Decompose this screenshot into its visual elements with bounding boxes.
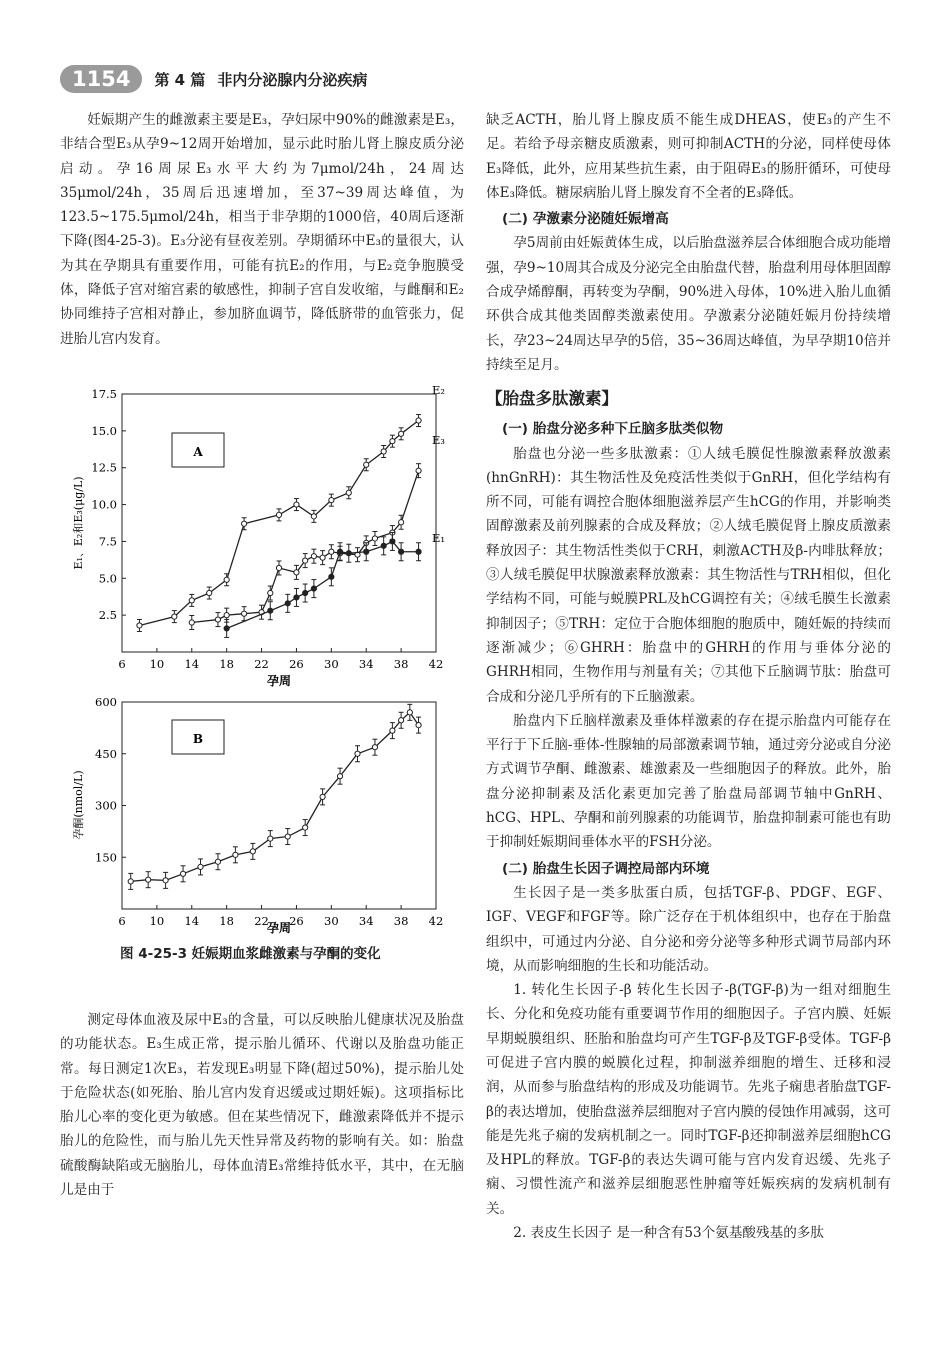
data-point <box>189 620 194 625</box>
x-tick-label: 42 <box>428 657 444 671</box>
data-point <box>146 877 151 882</box>
data-point <box>407 710 412 715</box>
data-point <box>242 521 247 526</box>
y-tick-label: 17.5 <box>91 387 117 401</box>
panel-a-label: A <box>193 445 203 459</box>
data-point <box>372 536 377 541</box>
y-tick-label: 12.5 <box>91 460 117 475</box>
data-point <box>215 617 220 622</box>
series-label: E₁ <box>432 531 446 545</box>
part-title: 非内分泌腺内分泌疾病 <box>217 70 368 89</box>
x-tick-label: 14 <box>184 914 200 928</box>
y-tick-label: 5.0 <box>98 571 117 586</box>
data-point <box>337 549 342 554</box>
paragraph: 胎盘内下丘脑样激素及垂体样激素的存在提示胎盘内可能存在平行于下丘脑-垂体-性腺轴的局部激素调节轴，通过旁分泌或自分泌方式调节孕酮、雌激素、雄激素及一些细胞因子的释放。此外，胎盘分泌抑制素及活化素更加完善了胎盘局部调节轴中GnRH、hCG、HPL、孕酮和前列腺素的功能调节，胎盘抑制素可能也有助于抑制妊娠期间垂体水平的FSH分泌。 <box>486 712 891 851</box>
x-tick-label: 22 <box>254 914 269 928</box>
data-point <box>250 849 255 854</box>
page-header <box>60 62 367 96</box>
data-point <box>294 502 299 507</box>
data-point <box>399 718 404 723</box>
data-point <box>311 514 316 519</box>
chart-panel-a <box>72 383 445 688</box>
data-point <box>172 614 177 619</box>
subheading-progesterone: (二) 孕激素分泌随妊娠增高 <box>502 211 669 228</box>
data-point <box>329 549 334 554</box>
section-heading-peptide-hormones: 【胎盘多肽激素】 <box>486 389 618 409</box>
x-tick-label: 6 <box>118 657 126 671</box>
panel-a-x-label: 孕周 <box>266 674 292 688</box>
data-point <box>303 825 308 830</box>
x-tick-label: 30 <box>324 657 339 671</box>
paragraph-continued: 缺乏ACTH，胎儿肾上腺皮质不能生成DHEAS，使E₃的产生不足。若给予母亲糖皮质激素，则可抑制ACTH的分泌，同样使母体E₃降低，此外，应用某些抗生素，由于阻碍E₃的肠肝循环，可使母体E₃降低。糖尿病胎儿肾上腺发育不全者的E₃降低。 <box>486 112 891 201</box>
subheading-hypothalamic-analogs: (一) 胎盘分泌多种下丘脑多肽类似物 <box>502 421 724 438</box>
data-point <box>311 586 316 591</box>
data-point <box>355 751 360 756</box>
y-tick-label: 15.0 <box>91 423 117 438</box>
x-tick-label: 30 <box>324 914 339 928</box>
panel-b-label: B <box>192 732 204 746</box>
paragraph: 妊娠期产生的雌激素主要是E₃，孕妇尿中90%的雌激素是E₃，非结合型E₃从孕9~12周开始增加，显示此时胎儿肾上腺皮质分泌启动。孕16周尿E₃水平大约为7μmol/24h，24周达35μmol/24h，35周后迅速增加，至37~39周达峰值，为123.5~175.5μmol/24h，相当于非孕期的1000倍，40周后逐渐下降(图4-25-3)。E₃分泌有昼夜差别。孕期循环中E₃的量很大，认为其在孕期具有重要作用，可能有抗E₂的作用，与E₂竞争胞膜受体，降低子宫对缩宫素的敏感性，抑制子宫自发收缩，与雌酮和E₂协同维持子宫相对静止，参加脐血调节，降低脐带的血管张力，促进胎儿宫内发育。 <box>60 112 464 347</box>
data-point <box>399 520 404 525</box>
data-point <box>128 879 133 884</box>
data-point <box>276 565 281 570</box>
data-point <box>224 626 229 631</box>
data-point <box>320 794 325 799</box>
data-point <box>276 512 281 517</box>
data-point <box>320 555 325 560</box>
page-number: 1154 <box>60 65 142 93</box>
data-point <box>294 595 299 600</box>
data-point <box>268 590 273 595</box>
figure-4-25-3 <box>60 370 470 935</box>
data-point <box>390 439 395 444</box>
data-point <box>285 601 290 606</box>
data-point <box>346 490 351 495</box>
data-point <box>399 431 404 436</box>
paragraph: 2. 表皮生长因子 是一种含有53个氨基酸残基的多肽 <box>513 1225 824 1242</box>
data-point <box>233 852 238 857</box>
paragraph: 生长因子是一类多肽蛋白质，包括TGF-β、PDGF、EGF、IGF、VEGF和FGF等。除广泛存在于机体组织中，也存在于胎盘组织中，可通过内分泌、自分泌和旁分泌等多种形式调节局部内环境，从而影响细胞的生长和功能活动。 <box>486 884 891 974</box>
paragraph: 1. 转化生长因子-β 转化生长因子-β(TGF-β)为一组对细胞生长、分化和免疫功能有重要调节作用的细胞因子。子宫内膜、妊娠早期蜕膜组织、胚胎和胎盘均可产生TGF-β及TGF-β受体。TGF-β可促进子宫内膜的蜕膜化过程，抑制滋养细胞的增生、迁移和浸润，从而参与胎盘结构的形成及功能调节。先兆子痫患者胎盘TGF-β的表达增加，使胎盘滋养层细胞对子宫内膜的侵蚀作用减弱，这可能是先兆子痫的发病机制之一。同时TGF-β还抑制滋养层细胞hCG及HPL的释放。TGF-β的表达失调可能与宫内发育迟缓、先兆子痫、习惯性流产和滋养层细胞恶性肿瘤等妊娠疾病的发病机制有关。 <box>486 982 891 1217</box>
x-tick-label: 14 <box>184 657 200 671</box>
panel-b-x-label: 孕周 <box>266 921 292 935</box>
data-point <box>303 590 308 595</box>
data-point <box>163 878 168 883</box>
y-tick-label: 2.5 <box>98 608 117 623</box>
subheading-growth-factors: (二) 胎盘生长因子调控局部内环境 <box>502 860 710 877</box>
data-point <box>137 623 142 628</box>
x-tick-label: 22 <box>254 657 269 671</box>
data-point <box>416 468 421 473</box>
panel-a-y-label: E₁、E₂和E₃(μg/L) <box>72 476 85 570</box>
part-label: 第 4 篇 <box>154 70 206 89</box>
figure-caption: 图 4-25-3 妊娠期血浆雌激素与孕酮的变化 <box>120 946 381 962</box>
data-point <box>390 539 395 544</box>
y-tick-label: 7.5 <box>98 534 117 549</box>
paragraph: 孕5周前由妊娠黄体生成，以后胎盘滋养层合体细胞合成功能增强，孕9~10周其合成及分泌完全由胎盘代替，胎盘利用母体胆固醇合成孕烯醇酮，再转变为孕酮，90%进入母体，10%进入胎儿血循环供合成其他类固醇类激素使用。孕激素分泌随妊娠月份持续增长，孕23~24周达早孕的5倍，35~36周达峰值，为早孕期10倍并持续至足月。 <box>486 235 891 373</box>
x-tick-label: 38 <box>393 657 409 671</box>
data-point <box>285 834 290 839</box>
paragraph: 胎盘也分泌一些多肽激素：①人绒毛膜促性腺激素释放激素(hnGnRH)：其生物活性及免疫活性类似于GnRH，但化学结构有所不同，可能有调控合胞体细胞滋养层产生hCG的作用，并影响类固醇激素及前列腺素的合成及释放；②人绒毛膜促肾上腺皮质激素释放因子：其生物活性类似于CRH，刺激ACTH及β-内啡肽释放；③人绒毛膜促甲状腺激素释放激素：其生物活性与TRH相似，但化学结构不同，可能与蜕膜PRL及hCG调控有关；④绒毛膜生长激素抑制因子；⑤TRH：定位于合胞体细胞的胞质中，随妊娠的持续而逐渐减少；⑥GHRH：胎盘中的GHRH的作用与垂体分泌的GHRH相同，生物作用与剂量有关；⑦其他下丘脑调节肽：胎盘可合成和分泌几乎所有的下丘脑激素。 <box>486 445 891 705</box>
data-point <box>337 774 342 779</box>
paragraph: 测定母体血液及尿中E₃的含量，可以反映胎儿健康状况及胎盘的功能状态。E₃生成正常，提示胎儿循环、代谢以及胎盘功能正常。每日测定1次E₃，若发现E₃明显下降(超过50%)，提示胎儿处于危险状态(如死胎、胎儿宫内发育迟缓或过期妊娠)。这项指标比胎儿心率的变化更为敏感。但在某些情况下，雌激素降低并不提示胎儿的危险性，而与胎儿先天性异常及药物的影响有关。如：胎盘硫酸酶缺陷或无脑胎儿，母体血清E₃常维持低水平，其中，在无脑儿是由于 <box>60 1012 464 1199</box>
x-tick-label: 42 <box>428 914 444 928</box>
x-tick-label: 26 <box>289 914 304 928</box>
series-label: E₃ <box>432 433 446 447</box>
x-tick-label: 10 <box>149 657 165 671</box>
y-tick-label: 600 <box>95 695 117 709</box>
data-point <box>189 598 194 603</box>
data-point <box>416 549 421 554</box>
panel-b-y-label: 孕酮(nmol/L) <box>72 770 85 840</box>
x-tick-label: 34 <box>358 657 374 671</box>
data-point <box>416 418 421 423</box>
data-point <box>381 449 386 454</box>
data-point <box>198 864 203 869</box>
data-point <box>364 549 369 554</box>
x-tick-label: 6 <box>118 914 126 928</box>
y-tick-label: 450 <box>95 746 117 761</box>
data-point <box>311 554 316 559</box>
y-tick-label: 300 <box>95 798 117 813</box>
right-column <box>486 108 891 1245</box>
left-column-bottom <box>60 1008 464 1202</box>
x-tick-label: 10 <box>149 914 165 928</box>
data-point <box>268 608 273 613</box>
data-point <box>416 723 421 728</box>
data-point <box>224 613 229 618</box>
data-point <box>242 611 247 616</box>
x-tick-label: 18 <box>219 914 234 928</box>
series-label: E₂ <box>432 383 446 397</box>
data-point <box>381 543 386 548</box>
data-point <box>329 498 334 503</box>
data-point <box>346 551 351 556</box>
data-point <box>294 570 299 575</box>
y-tick-label: 150 <box>95 850 117 865</box>
data-point <box>207 590 212 595</box>
data-point <box>329 574 334 579</box>
data-point <box>224 577 229 582</box>
data-point <box>180 871 185 876</box>
data-point <box>390 728 395 733</box>
data-point <box>364 462 369 467</box>
data-point <box>399 549 404 554</box>
data-point <box>372 745 377 750</box>
data-point <box>215 859 220 864</box>
x-tick-label: 34 <box>358 914 374 928</box>
data-point <box>268 836 273 841</box>
chart-panel-b <box>72 695 443 935</box>
left-column-top <box>60 108 464 351</box>
y-tick-label: 10.0 <box>91 497 117 512</box>
x-tick-label: 18 <box>219 657 234 671</box>
data-point <box>303 558 308 563</box>
x-tick-label: 26 <box>289 657 304 671</box>
x-tick-label: 38 <box>393 914 409 928</box>
